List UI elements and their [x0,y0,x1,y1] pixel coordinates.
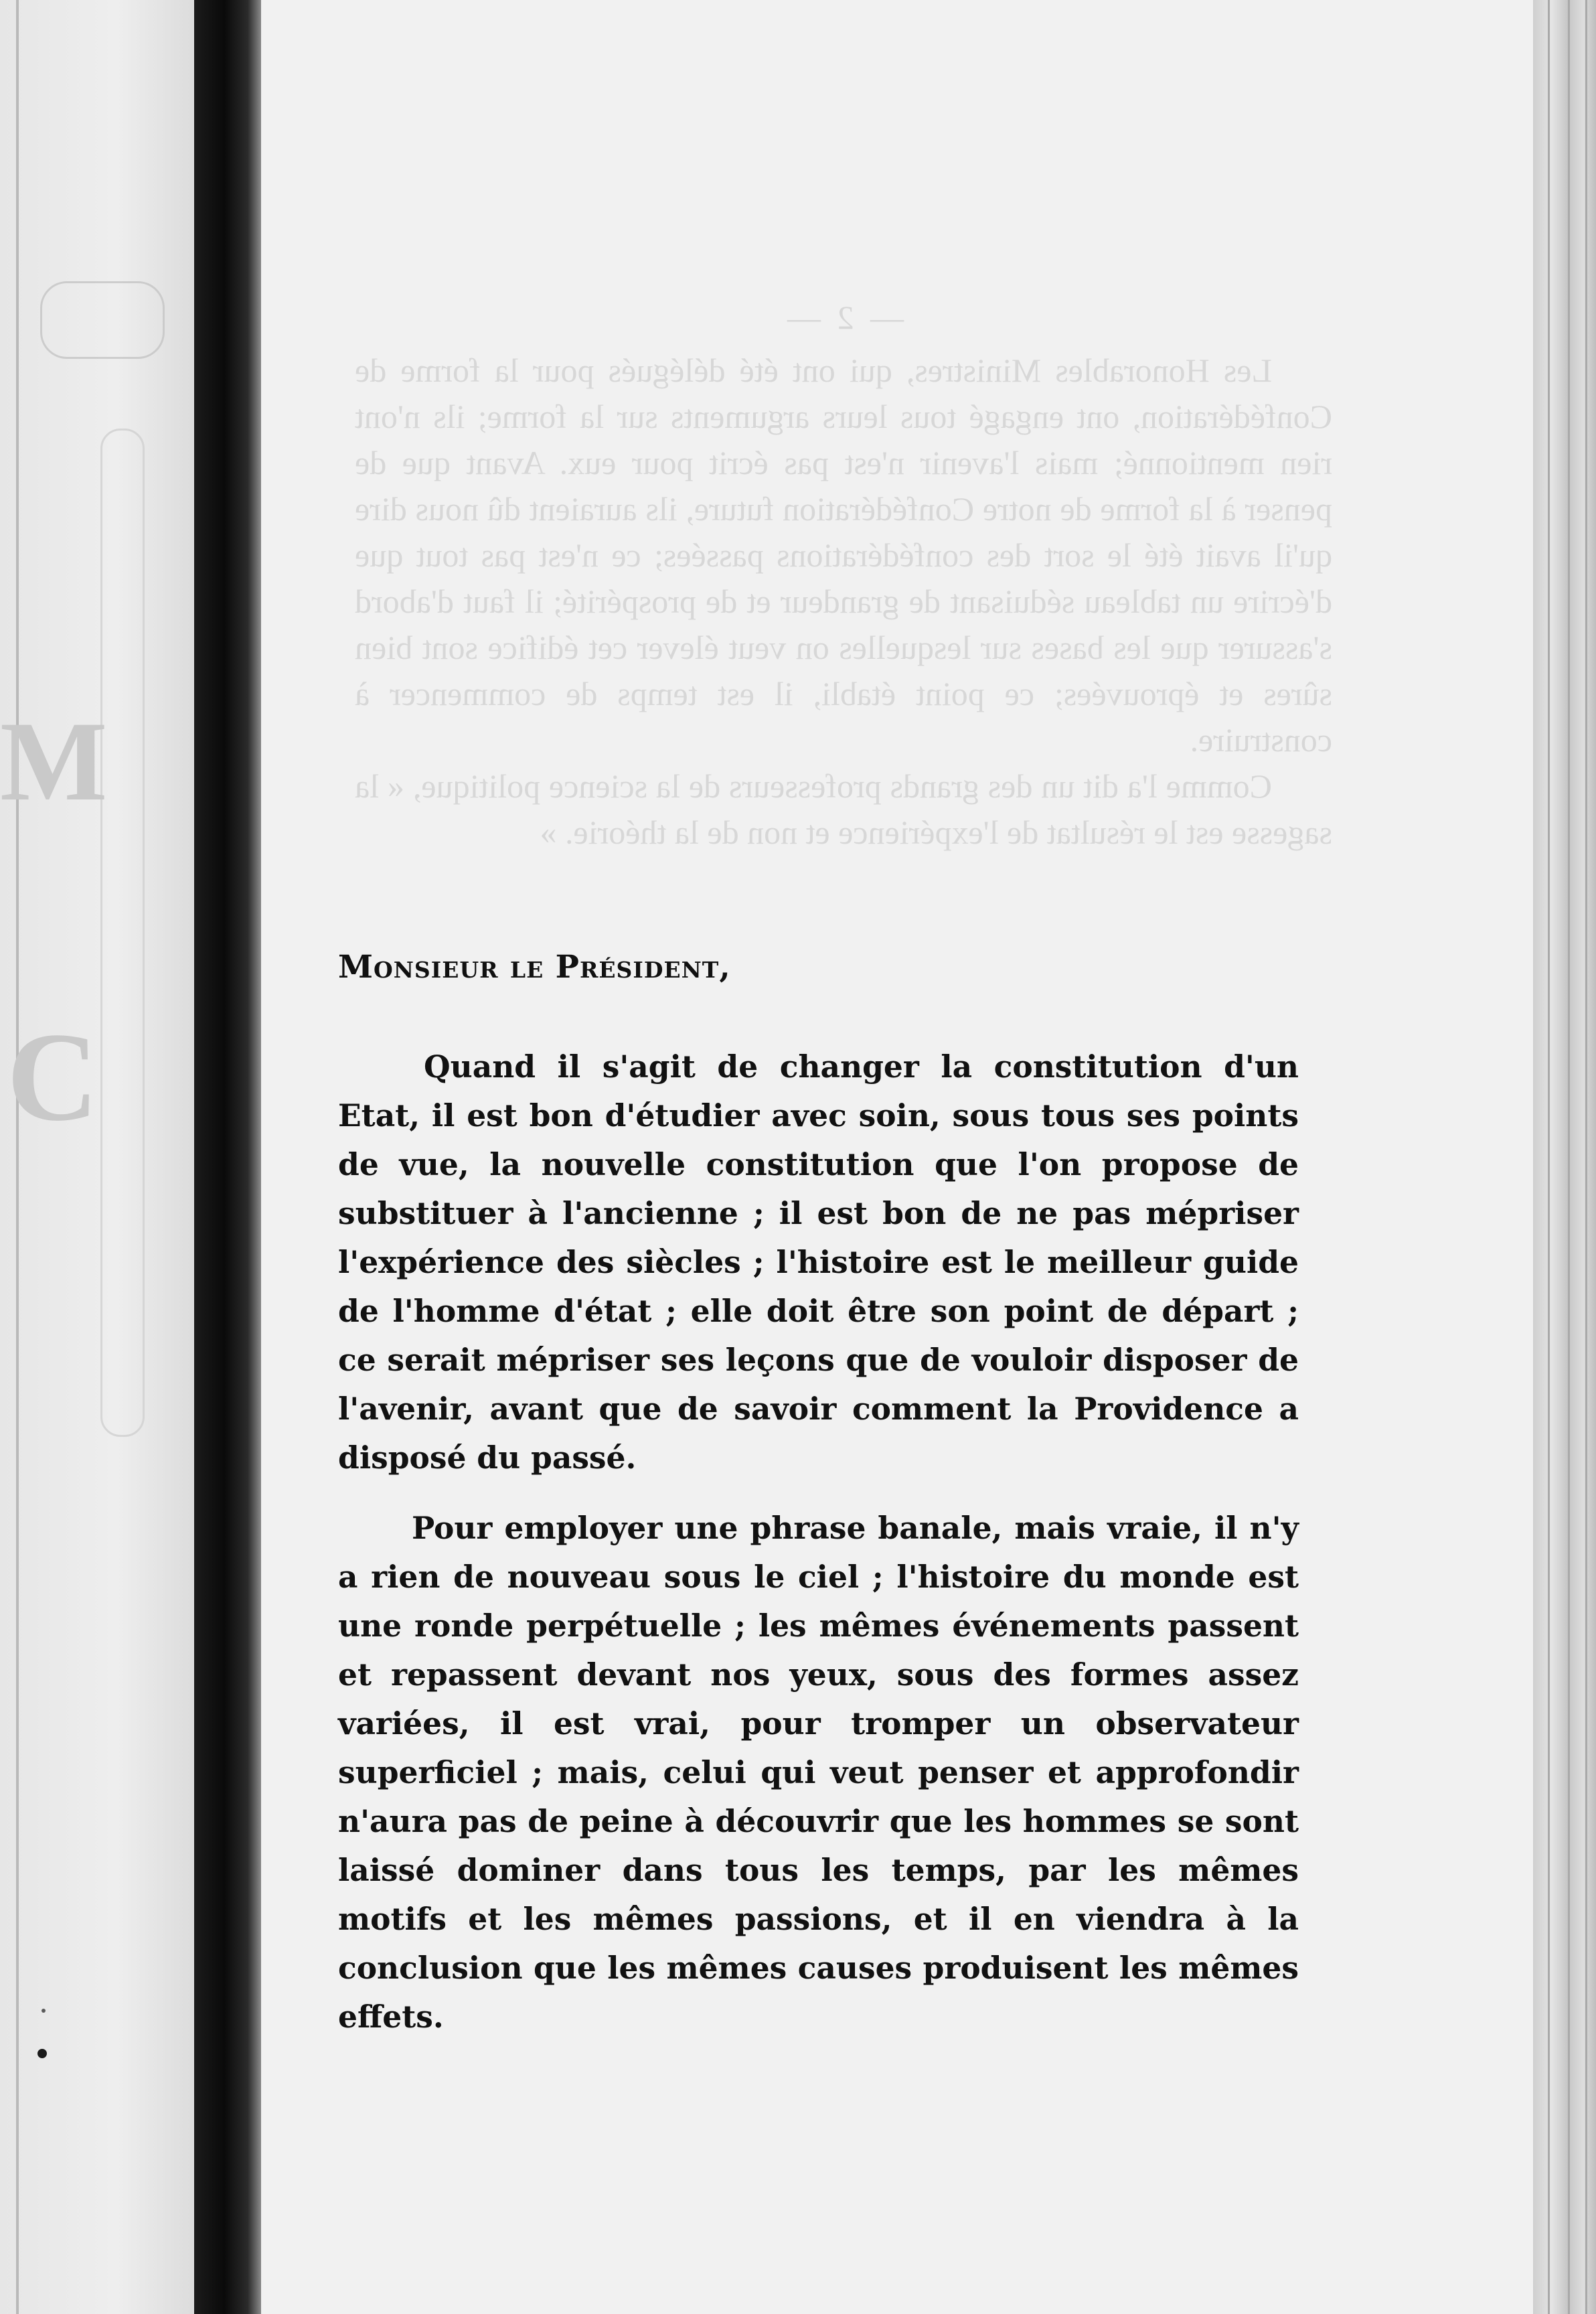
cover-letter-fragment-m: M [0,698,108,824]
edge-line [1548,0,1550,2314]
ink-spot [37,2049,47,2058]
edge-line [1585,0,1587,2314]
page-fore-edge [1533,0,1596,2314]
page-text [338,943,1299,2063]
paragraph: Quand il s'agit de changer la constitution d'un Etat, il est bon d'étudier avec soin, sous tous ses points de vue, la nouvelle constitution que l'on propose de substituer à l'ancienne ; il est bon de ne pas mépriser l'expérience des siècles ; l'histoire est le meilleur guide de l'homme d'état ; elle doit être son point de départ ; ce serait mépriser ses leçons que de vouloir disposer de l'avenir, avant que de savoir comment la Providence a disposé du passé. [338,1049,1299,1476]
reverse-side-bleed-through: — 2 — Les Honorables Ministres, qui ont été délégués pour la forme de Confédération, ont engagé tous leurs arguments sur la forme; ils n'ont rien mentionné; mais l'avenir n'est pas écrit pour eux. Avant que de penser à la forme de notre Confédération future, ils auraient dû nous dire qu'il avait été le sort des confédérations passées; ce n'est pas tout que d'écrire un tableau séduisant de grandeur et de prospérité; il faut d'abord s'assurer que les bases sur lesquelles on veut élever cet édifice sont bien sûres et éprouvées; ce point établi, il est temps de commencer à construire. Comme l'a dit un des grands professeurs de la science politique, « la sagesse est le résultat de l'expérience et non de la théorie. » [355,299,1332,851]
cover-letter-fragment-c: C [7,1007,99,1148]
ornament-border-icon [100,429,145,1437]
salutation-heading: Monsieur le Président, [338,949,731,986]
edge-line [1568,0,1570,2314]
ink-speck [42,2009,46,2013]
ornament-flourish-icon [40,281,165,359]
binding-gutter-shadow [194,0,261,2314]
paragraph: Pour employer une phrase banale, mais vraie, il n'y a rien de nouveau sous le ciel ; l'histoire du monde est une ronde perpétuelle ; les mêmes événements passent et repassent devant nos yeux, sous des formes assez variées, il est vrai, pour tromper un observateur superficiel ; mais, celui qui veut penser et approfondir n'aura pas de peine à découvrir que les hommes se sont laissé dominer dans tous les temps, par les mêmes motifs et les mêmes passions, et il en viendra à la conclusion que les mêmes causes produisent les mêmes effets. [338,1510,1299,2035]
previous-page-edge [16,0,19,2314]
